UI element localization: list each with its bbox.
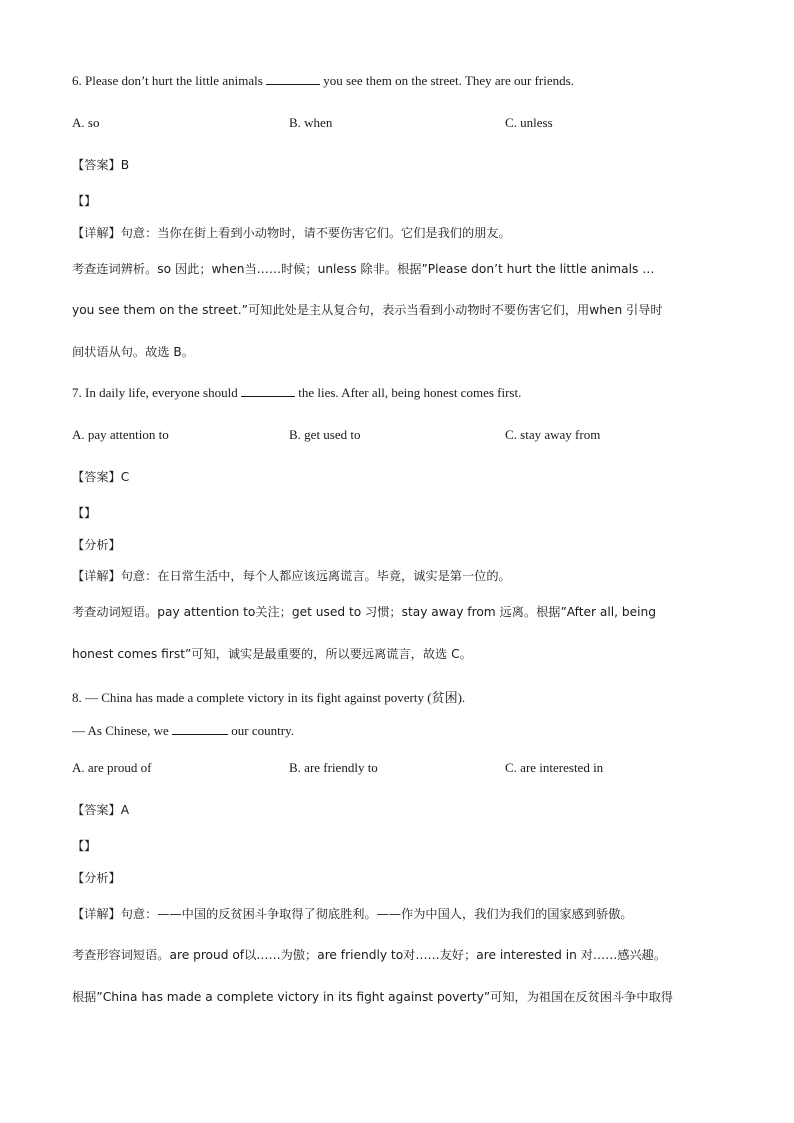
q8-stem-line2 [72,723,294,739]
q6-empty-bracket: 【】 [72,194,97,208]
q7-blank [241,386,295,397]
q7-detail-line: 【详解】句意：在日常生活中，每个人都应该远离谎言。毕竟，诚实是第一位的。 [72,569,511,583]
q7-answer: 【答案】C [72,470,130,484]
q8-analysis-heading: 【分析】 [72,871,121,885]
q7-explain-line: honest comes first”可知，诚实是最重要的，所以要远离谎言，故选 C。 [72,647,472,661]
q6-explain-line: 考查连词辨析。so 因此；when当……时候；unless 除非。根据”Please don’t hurt the little animals … [72,262,655,276]
q6-option-a: A. so [72,115,100,130]
q8-explain-line: 根据”China has made a complete victory in its fight against poverty”可知，为祖国在反贫困斗争中取得 [72,990,673,1004]
q6-detail-line: 【详解】句意：当你在街上看到小动物时，请不要伤害它们。它们是我们的朋友。 [72,226,511,240]
q8-option-a: A. are proud of [72,760,152,775]
q8-option-b: B. are friendly to [289,760,378,775]
q8-stem-pre: — As Chinese, we [72,723,173,738]
q6-option-b: B. when [289,115,333,130]
q7-explain-line: 考查动词短语。pay attention to关注；get used to 习惯；stay away from 远离。根据”After all, being [72,605,656,619]
q6-explain-line: you see them on the street.”可知此处是主从复合句，表示当看到小动物时不要伤害它们，用when 引导时 [72,303,663,317]
q7-empty-bracket: 【】 [72,506,97,520]
q8-explain-line: 考查形容词短语。are proud of以……为傲；are friendly to对……友好；are interested in 对……感兴趣。 [72,948,667,962]
q8-stem-post: our country. [228,723,294,738]
q7-stem-pre: 7. In daily life, everyone should [72,385,241,400]
q6-stem-pre: 6. Please don’t hurt the little animals [72,73,267,88]
q6-option-c: C. unless [505,115,553,130]
q6-stem-post: you see them on the street. They are our friends. [320,73,574,88]
q8-option-c: C. are interested in [505,760,604,775]
q8-detail-line: 【详解】句意：——中国的反贫困斗争取得了彻底胜利。——作为中国人，我们为我们的国家感到骄傲。 [72,907,633,921]
q6-blank [266,74,320,85]
q7-option-a: A. pay attention to [72,427,169,442]
q8-answer: 【答案】A [72,803,130,817]
q7-option-b: B. get used to [289,427,361,442]
q8-stem-line1: 8. — China has made a complete victory in its fight against poverty (贫困). [72,690,466,705]
q7-stem-post: the lies. After all, being honest comes first. [294,385,522,400]
q7-stem [72,385,521,401]
q6-answer: 【答案】B [72,158,130,172]
q7-option-c: C. stay away from [505,427,601,442]
q7-analysis-heading: 【分析】 [72,538,121,552]
q6-stem [72,73,574,89]
q6-explain-line: 间状语从句。故选 B。 [72,345,194,359]
q8-blank [172,724,228,735]
q8-empty-bracket: 【】 [72,839,97,853]
